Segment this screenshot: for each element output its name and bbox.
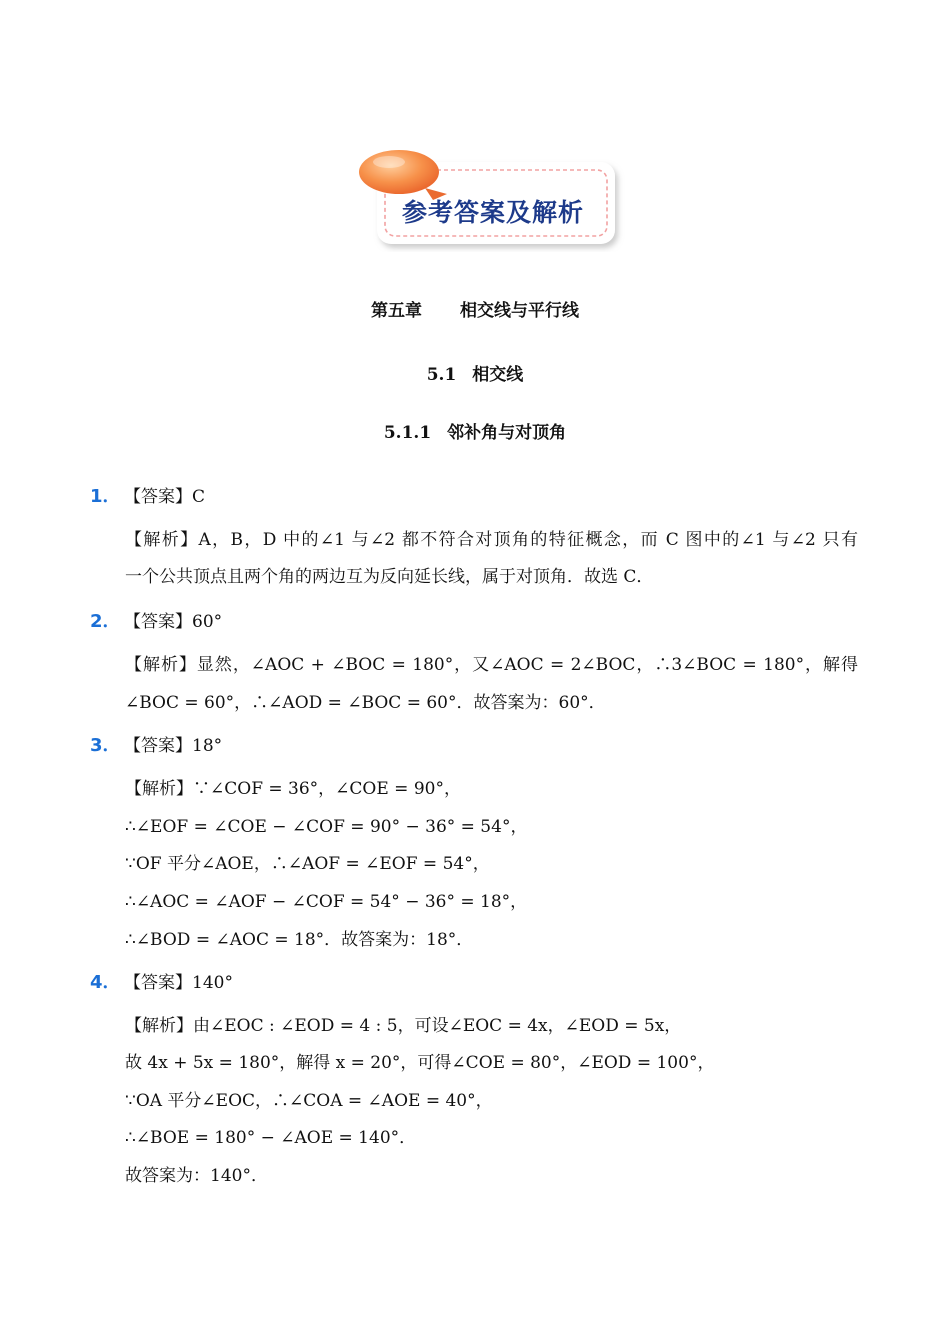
question-3-analysis-line: ∴∠AOC = ∠AOF − ∠COF = 54° − 36° = 18°， [125, 892, 528, 912]
question-4-analysis-line: 故 4x + 5x = 180°，解得 x = 20°，可得∠COE = 80°，∠EOD = 100°， [125, 1053, 715, 1073]
question-4-analysis-line: ∴∠BOE = 180° − ∠AOE = 140°． [125, 1128, 417, 1148]
question-3-analysis-line: ∵OF 平分∠AOE，∴∠AOF = ∠EOF = 54°， [125, 854, 490, 874]
question-3-analysis-line: ∴∠EOF = ∠COE − ∠COF = 90° − 36° = 54°， [125, 817, 528, 837]
question-3-analysis-line: 【解析】∵∠COF = 36°，∠COE = 90°， [125, 779, 461, 799]
question-4-answer [90, 968, 233, 994]
answer-key-title: 参考答案及解析 [401, 198, 584, 227]
answer-text: 【答案】C [124, 487, 206, 507]
answer-text: 【答案】18° [124, 736, 223, 756]
question-1-answer [90, 482, 205, 508]
question-2-analysis-line: ∠BOC = 60°，∴∠AOD = ∠BOC = 60°．故答案为：60°． [125, 693, 606, 713]
answer-text: 【答案】140° [124, 973, 233, 993]
question-number: 2． [90, 611, 121, 632]
question-1-analysis-line: 一个公共顶点且两个角的两边互为反向延长线，属于对顶角．故选 C． [125, 567, 654, 587]
question-3-analysis-line: ∴∠BOD = ∠AOC = 18°．故答案为：18°． [125, 930, 474, 950]
question-4-analysis-line: 【解析】由∠EOC : ∠EOD = 4 : 5，可设∠EOC = 4x，∠EOD = 5x， [125, 1016, 682, 1036]
subsection-number: 5.1.1 [383, 423, 432, 443]
question-4-analysis-line: ∵OA 平分∠EOC，∴∠COA = ∠AOE = 40°， [125, 1091, 493, 1111]
question-1-analysis-line: 【解析】A，B，D 中的∠1 与∠2 都不符合对顶角的特征概念，而 C 图中的∠1 与∠2 只有 [125, 530, 858, 550]
chapter-name: 相交线与平行线 [460, 301, 579, 321]
question-number: 3． [90, 735, 121, 756]
chapter-number: 第五章 [371, 301, 422, 321]
question-number: 4． [90, 972, 121, 993]
question-4-analysis-line: 故答案为：140°． [125, 1166, 268, 1186]
question-2-analysis-line: 【解析】显然，∠AOC + ∠BOC = 180°，又∠AOC = 2∠BOC，∴3∠BOC = 180°，解得 [125, 655, 858, 675]
answer-text: 【答案】60° [124, 612, 223, 632]
section-number: 5.1 [426, 365, 457, 385]
section-heading [0, 360, 950, 385]
subsection-name: 邻补角与对顶角 [447, 423, 567, 443]
question-2-answer [90, 607, 222, 633]
question-number: 1． [90, 486, 121, 507]
question-3-answer [90, 731, 222, 757]
subsection-heading [0, 418, 950, 443]
chapter-heading [0, 296, 950, 321]
section-name: 相交线 [472, 365, 524, 385]
